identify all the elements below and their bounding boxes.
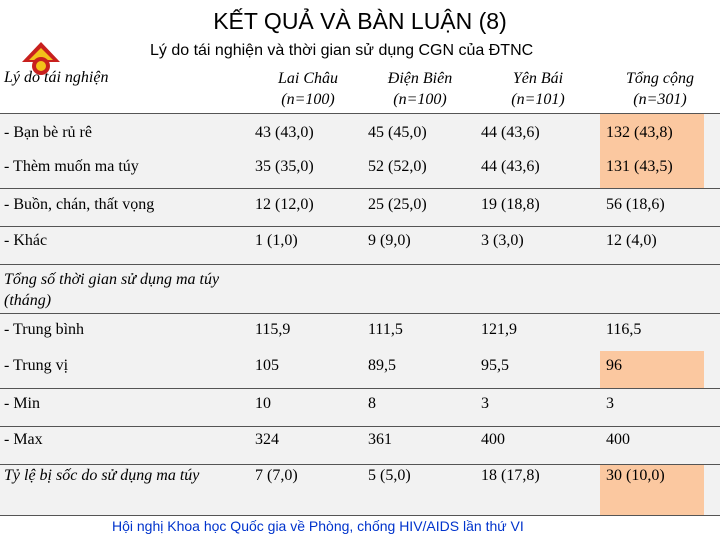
cell-lai-chau: 35 (35,0) bbox=[255, 158, 314, 175]
table-row bbox=[0, 227, 720, 265]
row-label: - Trung vị bbox=[4, 357, 69, 374]
row-label: - Thèm muốn ma túy bbox=[4, 158, 139, 175]
header-lai-chau bbox=[248, 68, 368, 110]
header-n: (n=101) bbox=[511, 91, 565, 108]
cell-lai-chau: 7 (7,0) bbox=[255, 467, 298, 484]
section-label-duration: Tổng số thời gian sử dụng ma túy (tháng) bbox=[4, 271, 220, 309]
cell-yen-bai: 19 (18,8) bbox=[481, 196, 540, 213]
slide-subtitle: Lý do tái nghiện và thời gian sử dụng CGN của ĐTNC bbox=[150, 42, 534, 59]
cell-dien-bien: 111,5 bbox=[368, 321, 403, 338]
header-reason: Lý do tái nghiện bbox=[4, 69, 109, 86]
cell-total: 132 (43,8) bbox=[600, 114, 704, 151]
row-label: - Bạn bè rủ rê bbox=[4, 124, 92, 141]
cell-yen-bai: 3 bbox=[481, 395, 489, 412]
cell-yen-bai: 95,5 bbox=[481, 357, 509, 374]
cell-total: 30 (10,0) bbox=[600, 465, 704, 515]
cell-total: 12 (4,0) bbox=[606, 232, 657, 249]
cell-dien-bien: 45 (45,0) bbox=[368, 124, 427, 141]
row-label: - Khác bbox=[4, 232, 48, 249]
header-name: Lai Châu bbox=[277, 70, 338, 87]
cell-yen-bai: 18 (17,8) bbox=[481, 467, 540, 484]
cell-dien-bien: 5 (5,0) bbox=[368, 467, 411, 484]
cell-yen-bai: 44 (43,6) bbox=[481, 158, 540, 175]
table-row bbox=[0, 314, 720, 352]
header-name: Yên Bái bbox=[512, 70, 564, 87]
table-row bbox=[0, 189, 720, 227]
row-label: - Min bbox=[4, 395, 40, 412]
cell-lai-chau: 12 (12,0) bbox=[255, 196, 314, 213]
footer-conference: Hội nghị Khoa học Quốc gia về Phòng, chống HIV/AIDS lần thứ VI bbox=[112, 518, 524, 534]
cell-lai-chau: 324 bbox=[255, 431, 279, 448]
header-name: Tổng cộng bbox=[626, 70, 694, 87]
cell-total: 3 bbox=[606, 395, 614, 412]
cell-lai-chau: 1 (1,0) bbox=[255, 232, 298, 249]
cell-total: 400 bbox=[606, 431, 630, 448]
table-row bbox=[0, 465, 720, 516]
cell-total: 131 (43,5) bbox=[600, 151, 704, 188]
row-label: - Max bbox=[4, 431, 43, 448]
cell-total: 116,5 bbox=[606, 321, 642, 338]
header-yen-bai bbox=[478, 68, 598, 110]
table-row bbox=[0, 113, 720, 152]
header-dien-bien bbox=[360, 68, 480, 110]
header-n: (n=301) bbox=[633, 91, 687, 108]
table-row bbox=[0, 389, 720, 427]
section-row bbox=[0, 265, 720, 314]
header-total bbox=[600, 68, 720, 110]
header-n: (n=100) bbox=[393, 91, 447, 108]
cell-lai-chau: 43 (43,0) bbox=[255, 124, 314, 141]
cell-total: 56 (18,6) bbox=[606, 196, 665, 213]
cell-yen-bai: 3 (3,0) bbox=[481, 232, 524, 249]
cell-yen-bai: 400 bbox=[481, 431, 505, 448]
cell-dien-bien: 8 bbox=[368, 395, 376, 412]
slide-title: KẾT QUẢ VÀ BÀN LUẬN (8) bbox=[213, 8, 507, 34]
table-row bbox=[0, 427, 720, 465]
cell-lai-chau: 115,9 bbox=[255, 321, 291, 338]
cell-dien-bien: 361 bbox=[368, 431, 392, 448]
cell-lai-chau: 10 bbox=[255, 395, 271, 412]
cell-dien-bien: 9 (9,0) bbox=[368, 232, 411, 249]
cell-yen-bai: 121,9 bbox=[481, 321, 517, 338]
cell-dien-bien: 52 (52,0) bbox=[368, 158, 427, 175]
cell-dien-bien: 89,5 bbox=[368, 357, 396, 374]
cell-total: 96 bbox=[600, 351, 704, 388]
header-name: Điện Biên bbox=[387, 70, 453, 87]
cell-lai-chau: 105 bbox=[255, 357, 279, 374]
table-row bbox=[0, 351, 720, 389]
cell-yen-bai: 44 (43,6) bbox=[481, 124, 540, 141]
header-n: (n=100) bbox=[281, 91, 335, 108]
cell-dien-bien: 25 (25,0) bbox=[368, 196, 427, 213]
row-label: Tỷ lệ bị sốc do sử dụng ma túy bbox=[4, 467, 200, 484]
row-label: - Trung bình bbox=[4, 321, 85, 338]
table-row bbox=[0, 151, 720, 189]
row-label: - Buồn, chán, thất vọng bbox=[4, 196, 155, 213]
